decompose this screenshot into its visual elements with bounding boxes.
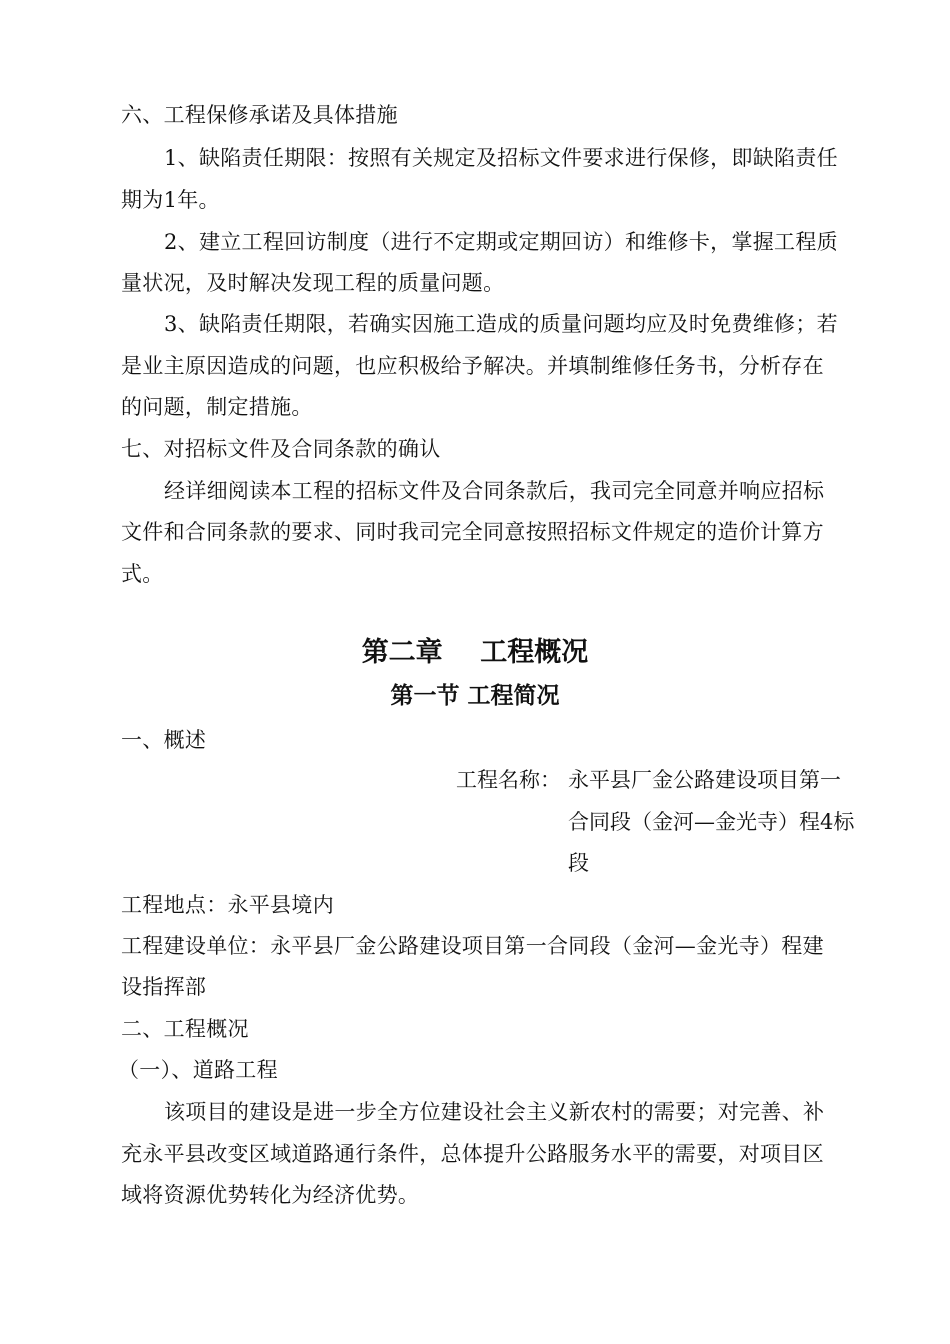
paragraph-line: 3、缺陷责任期限，若确实因施工造成的质量问题均应及时免费维修；若	[164, 312, 838, 336]
paragraph-line: 1、缺陷责任期限：按照有关规定及招标文件要求进行保修，即缺陷责任	[164, 146, 838, 170]
section-heading-warranty: 六、工程保修承诺及具体措施	[121, 103, 398, 127]
project-builder: 工程建设单位：永平县厂金公路建设项目第一合同段（金河—金光寺）程建	[121, 934, 824, 958]
project-name-value: 合同段（金河—金光寺）程4标	[568, 810, 855, 834]
project-name-label: 工程名称：	[456, 768, 561, 792]
paragraph-line: 该项目的建设是进一步全方位建设社会主义新农村的需要；对完善、补	[164, 1100, 825, 1124]
project-location: 工程地点：永平县境内	[121, 893, 334, 917]
paragraph-line: 域将资源优势转化为经济优势。	[121, 1183, 420, 1207]
project-overview-heading: 二、工程概况	[121, 1017, 249, 1041]
overview-heading: 一、概述	[121, 728, 207, 752]
section-heading-confirmation: 七、对招标文件及合同条款的确认	[121, 437, 441, 461]
paragraph-line: 2、建立工程回访制度（进行不定期或定期回访）和维修卡，掌握工程质	[164, 230, 838, 254]
section-title: 第一节 工程简况	[390, 683, 560, 709]
project-builder: 设指挥部	[121, 975, 207, 999]
paragraph-line: 的问题，制定措施。	[121, 395, 313, 419]
paragraph-line: 充永平县改变区域道路通行条件，总体提升公路服务水平的需要，对项目区	[121, 1142, 824, 1166]
paragraph-line: 式。	[121, 562, 164, 586]
paragraph-line: 期为1年。	[121, 188, 220, 212]
paragraph-line: 量状况，及时解决发现工程的质量问题。	[121, 271, 505, 295]
chapter-title: 第二章 工程概况	[361, 637, 589, 668]
project-name-value: 永平县厂金公路建设项目第一	[568, 768, 841, 792]
road-engineering-heading: （一）、道路工程	[118, 1058, 278, 1082]
paragraph-line: 经详细阅读本工程的招标文件及合同条款后，我司完全同意并响应招标	[164, 479, 825, 503]
paragraph-line: 是业主原因造成的问题，也应积极给予解决。并填制维修任务书，分析存在	[121, 354, 824, 378]
paragraph-line: 文件和合同条款的要求、同时我司完全同意按照招标文件规定的造价计算方	[121, 520, 824, 544]
project-name-value: 段	[568, 851, 589, 875]
